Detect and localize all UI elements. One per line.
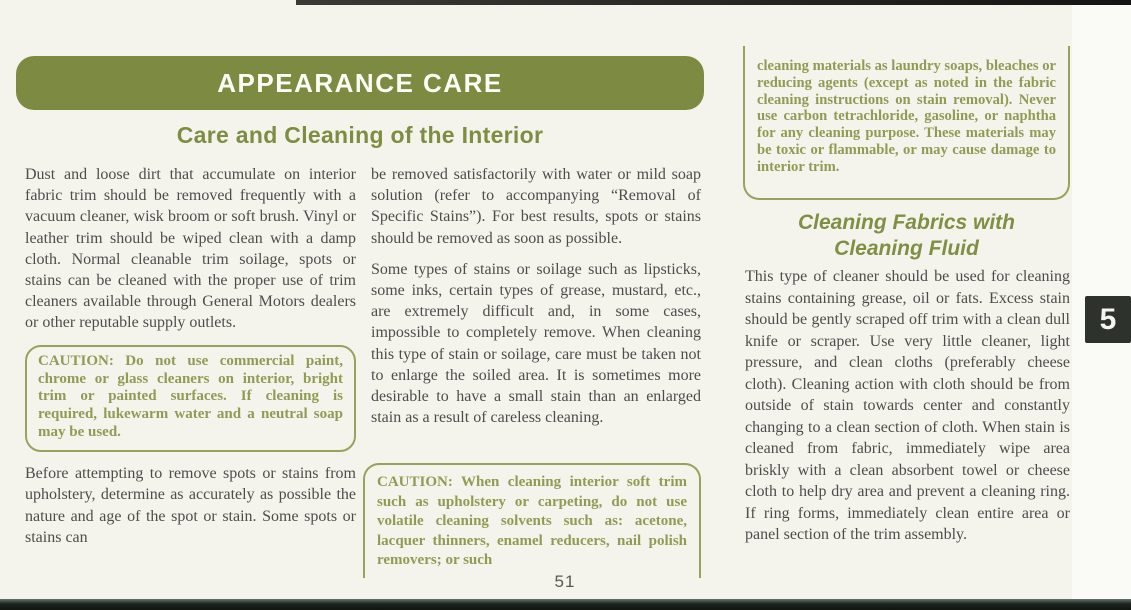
caution-box-continues [363, 463, 701, 578]
subsection-title-line1: Cleaning Fabrics with [797, 211, 1016, 234]
subsection-title [743, 210, 1070, 262]
caution-text: CAUTION: When cleaning interior soft trim such as upholstery or carpeting, do not use volatile cleaning solvents such as: acetone, lacquer thinners, enamel reducers, nail polish removers; or such [377, 474, 687, 569]
paragraph: Some types of stains or soilage such as lipsticks, some inks, certain types of grease, mustard, etc., are extremely difficult and, in some cases, impossible to completely remove. When cleaning this type of stain or soilage, care must be taken not to enlarge the soiled area. It is sometimes more desirable to have a small stain than an enlarged stain as a result of careless cleaning. [371, 260, 701, 427]
paragraph: This type of cleaner should be used for cleaning stains containing grease, oil or fats. Excess stain should be gently scraped off trim with a clean dull knife or scraper. Use very little cleaner, light pressure, and clean cloths (preferably cheese cloth). Cleaning action with cloth should be from outside of stain towards center and constantly changing to a clean section of cloth. When stain is cleaned from fabric, immediately wipe area briskly with a clean absorbent towel or cheese cloth to help dry area and prevent a cleaning ring. If ring forms, immediately clean entire area or panel section of the trim assembly. [745, 268, 1070, 543]
section-banner [16, 56, 704, 110]
page-title: Care and Cleaning of the Interior [176, 122, 544, 148]
paragraph: Dust and loose dirt that accumulate on interior fabric trim should be removed frequently with a vacuum cleaner, wisk broom or soft brush. Vinyl or leather trim should be wiped clean with a damp cloth. Normal cleanable trim soilage, spots or stains can be cleaned with the proper use of trim cleaners available through General Motors dealers or other reputable supply outlets. [25, 166, 356, 332]
section-banner-title: APPEARANCE CARE [217, 67, 503, 98]
caution-text: cleaning materials as laundry soaps, bleaches or reducing agents (except as noted in the fabric cleaning instructions on stain removal). Never use carbon tetrachloride, gasoline, or naphtha for any cleaning purpose. These materials may be toxic or flammable, or may cause damage to interior trim. [757, 58, 1056, 175]
caution-box [25, 345, 356, 453]
scan-edge-bottom [0, 599, 1131, 610]
subsection-title-line2: Cleaning Fluid [834, 237, 979, 260]
caution-text: CAUTION: Do not use commercial paint, chrome or glass cleaners on interior, bright trim or painted surfaces. If cleaning is required, lukewarm water and a neutral soap may be used. [38, 352, 343, 441]
caution-box-continuation [743, 46, 1070, 200]
page-number: 51 [554, 572, 576, 591]
paragraph: be removed satisfactorily with water or mild soap solution (refer to accompanying “Removal of Specific Stains”). For best results, spots or stains should be removed as soon as possible. [371, 166, 701, 247]
column-left [25, 164, 356, 548]
paragraph: Before attempting to remove spots or stains from upholstery, determine as accurately as possible the nature and age of the spot or stain. Some spots or stains can [25, 465, 356, 546]
column-middle [371, 164, 701, 428]
chapter-tab [1085, 296, 1131, 343]
column-right [745, 266, 1070, 546]
scan-edge-top [296, 0, 1131, 5]
chapter-tab-number: 5 [1099, 302, 1117, 336]
